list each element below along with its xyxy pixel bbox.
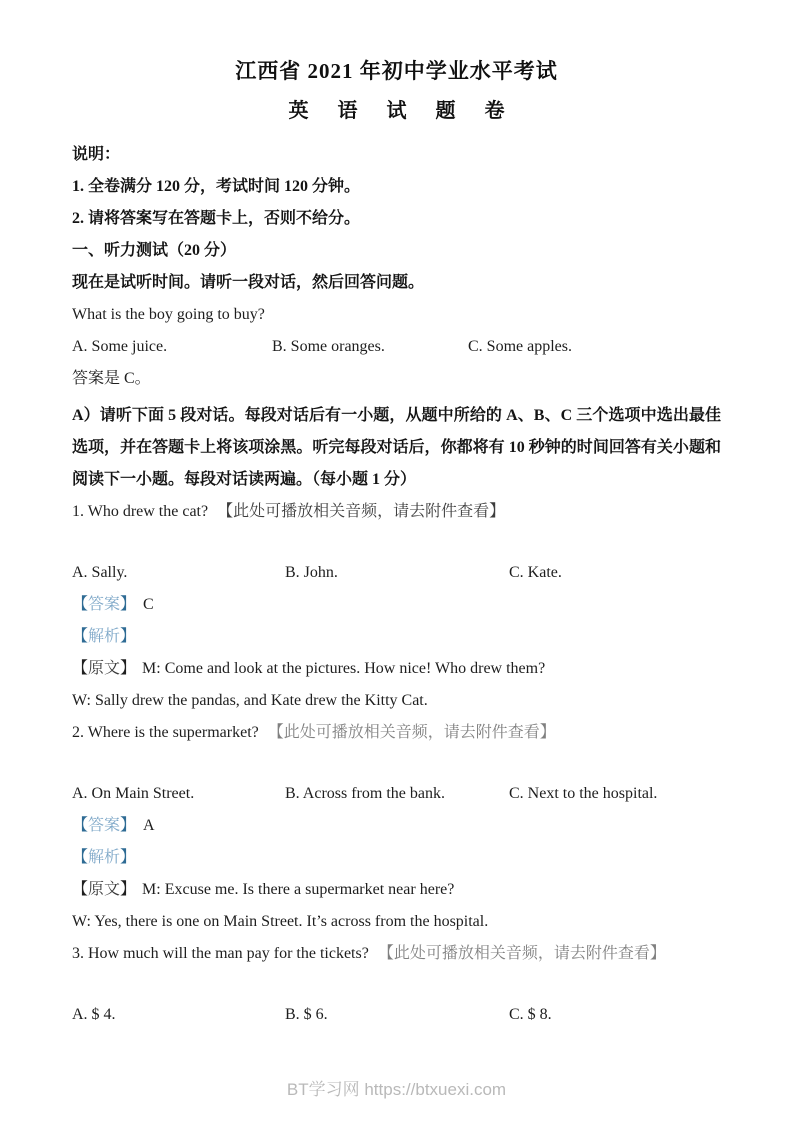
- sample-option-b: B. Some oranges.: [272, 338, 385, 355]
- note-item-1: 1. 全卷满分 120 分，考试时间 120 分钟。: [72, 178, 361, 195]
- question-3-option-c: C. $ 8.: [509, 1006, 552, 1023]
- question-2-text: 2. Where is the supermarket?: [72, 724, 259, 741]
- question-1-option-c: C. Kate.: [509, 564, 562, 581]
- question-2-answer-value: A: [143, 817, 155, 834]
- question-2-option-a: A. On Main Street.: [72, 785, 195, 802]
- question-3-options-row: [72, 1004, 721, 1025]
- notes-heading: 说明：: [72, 146, 121, 163]
- question-1-original-line: [72, 658, 721, 679]
- analysis-label: 【解析】: [72, 849, 137, 866]
- question-3-option-a: A. $ 4.: [72, 1006, 116, 1023]
- sample-option-a: A. Some juice.: [72, 338, 168, 355]
- original-label: 【原文】: [72, 660, 137, 677]
- original-label: 【原文】: [72, 881, 137, 898]
- question-2-answer-line: [72, 815, 721, 836]
- question-2-line: [72, 722, 721, 743]
- question-1-line: [72, 501, 721, 522]
- answer-label: 【答案】: [72, 596, 137, 613]
- question-1-original-m: M: Come and look at the pictures. How nice! Who drew them?: [142, 660, 546, 677]
- question-3-option-b: B. $ 6.: [285, 1006, 328, 1023]
- question-2-option-b: B. Across from the bank.: [285, 785, 445, 802]
- analysis-label: 【解析】: [72, 628, 137, 645]
- sample-option-c: C. Some apples.: [468, 338, 572, 355]
- question-3-audio-note: 【此处可播放相关音频，请去附件查看】: [377, 945, 666, 962]
- sample-question: What is the boy going to buy?: [72, 306, 265, 323]
- watermark: BT学习网 https://btxuexi.com: [286, 1080, 507, 1099]
- question-1-original-w: W: Sally drew the pandas, and Kate drew the Kitty Cat.: [72, 692, 428, 709]
- question-3-text: 3. How much will the man pay for the tickets?: [72, 945, 369, 962]
- question-2-original-line: [72, 879, 721, 900]
- question-2-analysis-line: [72, 847, 721, 868]
- question-2-audio-note: 【此处可播放相关音频，请去附件查看】: [267, 724, 556, 741]
- section-heading-listening: 一、听力测试（20 分）: [72, 242, 237, 259]
- question-2-option-c: C. Next to the hospital.: [509, 785, 658, 802]
- sample-answer-note: 答案是 C。: [72, 370, 151, 387]
- sample-options-row: [72, 336, 721, 357]
- note-item-2: 2. 请将答案写在答题卡上，否则不给分。: [72, 210, 361, 227]
- question-1-analysis-line: [72, 626, 721, 647]
- answer-label: 【答案】: [72, 817, 137, 834]
- question-1-answer-value: C: [143, 596, 154, 613]
- doc-subtitle: 英 语 试 题 卷: [288, 100, 517, 122]
- question-2-options-row: [72, 783, 721, 804]
- question-2-original-m: M: Excuse me. Is there a supermarket near here?: [142, 881, 455, 898]
- question-3-line: [72, 943, 721, 964]
- sample-intro: 现在是试听时间。请听一段对话，然后回答问题。: [72, 274, 425, 291]
- question-1-text: 1. Who drew the cat?: [72, 503, 209, 520]
- part-a-instructions: A）请听下面 5 段对话。每段对话后有一小题，从题中所给的 A、B、C 三个选项中选出最佳选项，并在答题卡上将该项涂黑。听完每段对话后，你都将有 10 秒钟的时间回答有关小题和阅读下一小题。每段对话读两遍。（每小题 1 分）: [72, 407, 721, 488]
- question-1-option-b: B. John.: [285, 564, 338, 581]
- question-2-original-w: W: Yes, there is one on Main Street. It’s across from the hospital.: [72, 913, 489, 930]
- doc-title: 江西省 2021 年初中学业水平考试: [235, 59, 558, 83]
- question-1-audio-note: 【此处可播放相关音频，请去附件查看】: [217, 503, 506, 520]
- question-1-options-row: [72, 562, 721, 583]
- question-1-option-a: A. Sally.: [72, 564, 128, 581]
- question-1-answer-line: [72, 594, 721, 615]
